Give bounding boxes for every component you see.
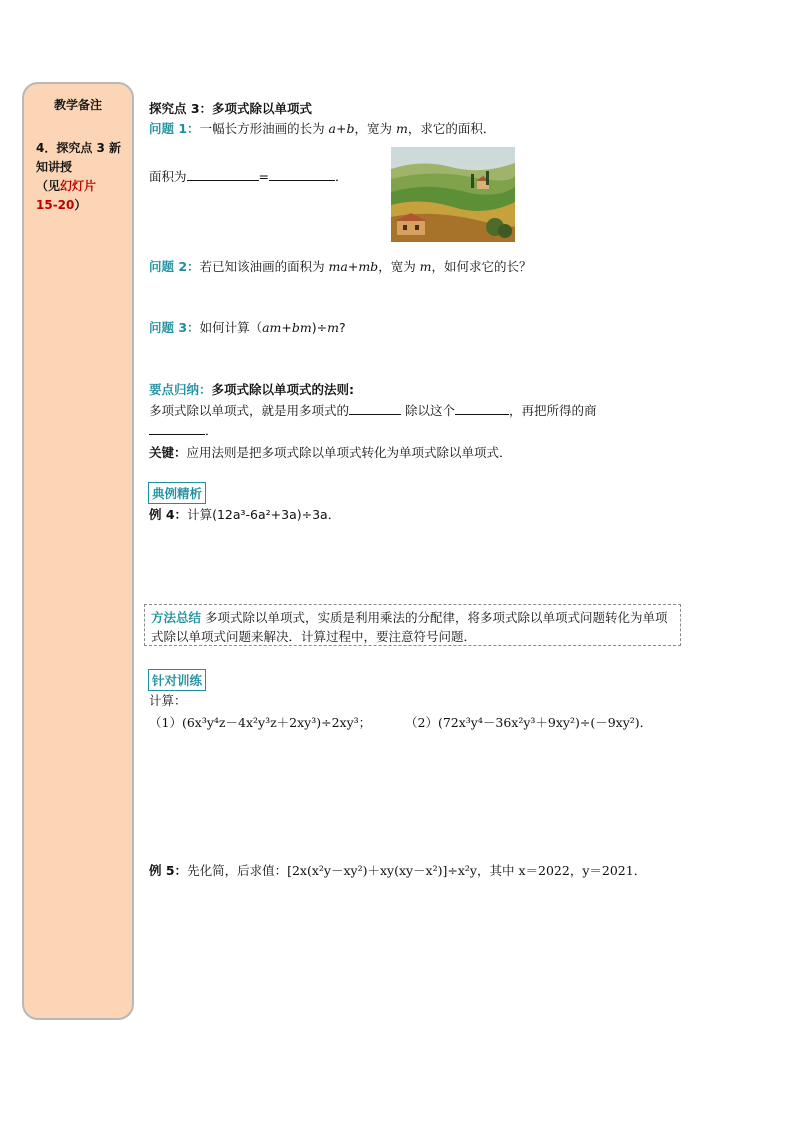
question-1-text-b: ，宽为 xyxy=(354,121,396,136)
example-5 xyxy=(149,861,646,879)
area-prefix: 面积为 xyxy=(149,169,187,184)
example-5-label: 例 5： xyxy=(149,863,188,878)
sidebar-title: 教学备注 xyxy=(53,98,102,112)
training-tag: 针对训练 xyxy=(148,669,206,691)
question-3-divisor: m xyxy=(327,320,339,335)
question-1-label: 问题 1： xyxy=(149,121,200,136)
key-label: 关键： xyxy=(149,445,187,460)
question-2-area: ma+mb xyxy=(328,259,379,274)
example-5-expression: [2x(x²y－xy²)＋xy(xy－x²)]÷x²y xyxy=(287,863,477,878)
example-5-end: ． xyxy=(633,863,647,878)
example-5-text-a: 先化简，后求值： xyxy=(187,863,288,878)
key-points-label: 要点归纳： xyxy=(149,382,212,397)
rule-text-c: ，再把所得的商 xyxy=(509,403,597,418)
key-points-heading xyxy=(149,380,354,398)
area-blank-2 xyxy=(269,169,335,181)
question-2-text-b: ，宽为 xyxy=(378,259,420,274)
question-1-text-a: 一幅长方形油画的长为 xyxy=(199,121,329,136)
question-2-label: 问题 2： xyxy=(149,259,200,274)
method-summary-box xyxy=(144,604,681,646)
question-2 xyxy=(149,257,532,275)
question-2-text-a: 若已知该油画的面积为 xyxy=(199,259,329,274)
method-summary-text: 多项式除以单项式，实质是利用乘法的分配律，将多项式除以单项式问题转化为单项式除以单项式问题来解决．计算过程中，要注意符号问题． xyxy=(151,610,668,644)
rule-blank-2 xyxy=(455,403,509,415)
training-item-1: （1）(6x³y⁴z－4x²y³z＋2xy³)÷2xy³； xyxy=(149,715,372,730)
example-analysis-tag: 典例精析 xyxy=(148,482,206,504)
question-1-text-c: ，求它的面积． xyxy=(407,121,496,136)
rule-line-2 xyxy=(149,421,218,439)
area-equals: = xyxy=(258,169,269,184)
key-line xyxy=(149,443,512,461)
rule-text-a: 多项式除以单项式，就是用多项式的 xyxy=(149,403,350,418)
section-heading: 探究点 3：多项式除以单项式 xyxy=(149,101,313,116)
question-3-text-b: )÷ xyxy=(311,320,328,335)
rule-blank-1 xyxy=(349,403,401,415)
question-2-text-c: ，如何求它的长？ xyxy=(431,259,532,274)
question-2-width: m xyxy=(419,259,432,274)
rule-text-b: 除以这个 xyxy=(401,403,455,418)
rule-blank-3 xyxy=(149,423,205,435)
key-text: 应用法则是把多项式除以单项式转化为单项式除以单项式． xyxy=(186,445,512,460)
sidebar-open-paren: （见 xyxy=(36,179,61,193)
question-3 xyxy=(149,318,346,336)
landscape-painting-image xyxy=(391,147,515,242)
example-5-text-b: ，其中 xyxy=(476,863,519,878)
sidebar-slide-word: 幻灯片 xyxy=(60,179,97,193)
sidebar-slide-range: 15-20 xyxy=(36,198,75,212)
question-1 xyxy=(149,119,495,137)
question-3-text-a: 如何计算（ xyxy=(199,320,263,335)
calc-label: 计算： xyxy=(149,693,187,708)
area-blank-1 xyxy=(187,169,259,181)
rule-line-2-end: ． xyxy=(205,423,218,438)
key-points-title: 多项式除以单项式的法则: xyxy=(211,382,355,397)
area-line xyxy=(149,167,348,185)
area-end: ． xyxy=(335,169,348,184)
question-3-expr: am+bm xyxy=(262,320,312,335)
question-3-label: 问题 3： xyxy=(149,320,200,335)
rule-line-1 xyxy=(149,401,597,419)
example-4 xyxy=(149,505,340,523)
example-4-label: 例 4： xyxy=(149,507,188,522)
sidebar-close-paren: ） xyxy=(74,198,87,212)
method-summary-label: 方法总结 xyxy=(151,610,202,625)
example-5-condition: x＝2022，y＝2021 xyxy=(518,863,634,878)
example-4-text: 计算(12a³-6a²+3a)÷3a． xyxy=(187,507,341,522)
question-1-length: a+b xyxy=(328,121,355,136)
sidebar-item-text: 4．探究点 3 新知讲授 xyxy=(36,141,122,174)
question-3-text-c: ? xyxy=(338,320,346,335)
question-1-width: m xyxy=(395,121,408,136)
training-item-2: （2）(72x³y⁴－36x²y³＋9xy²)÷(－9xy²)． xyxy=(405,715,653,730)
